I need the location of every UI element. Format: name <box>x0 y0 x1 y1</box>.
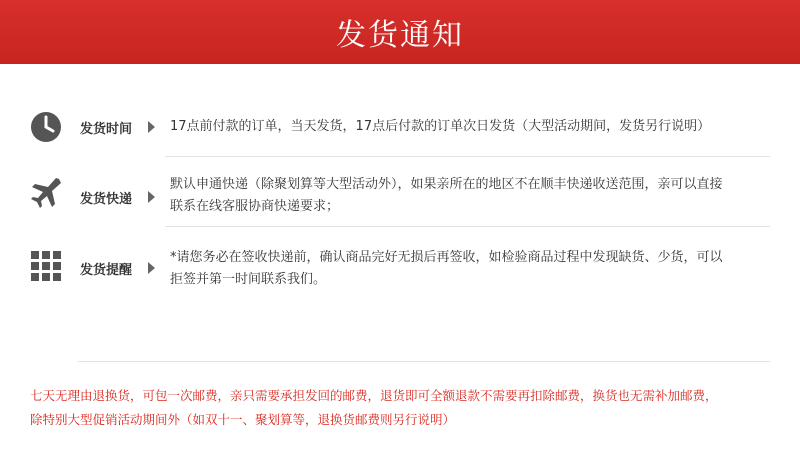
label-courier: 发货快递 <box>80 192 133 207</box>
notice-line: 除特别大型促销活动期间外（如双十一、聚划算等，退换货邮费则另行说明） <box>30 412 456 427</box>
desc-line: *请您务必在签收快递前，确认商品完好无损后再签收，如检验商品过程中发现缺货、少货，可以 <box>170 250 723 265</box>
label-reminder: 发货提醒 <box>80 263 133 278</box>
page-title: 发货通知 <box>336 18 464 53</box>
desc-reminder <box>170 247 770 291</box>
divider <box>78 361 770 362</box>
notice-line: 七天无理由退换货，可包一次邮费，亲只需要承担发回的邮费，退货即可全额退款不需要再扣除邮费，换货也无需补加邮费， <box>30 388 718 403</box>
desc-delivery-time <box>170 116 770 138</box>
desc-courier <box>170 174 770 218</box>
label-delivery-time: 发货时间 <box>80 122 133 137</box>
grid-icon <box>29 249 63 283</box>
chevron-right-icon <box>148 191 155 203</box>
desc-line: 拒签并第一时间联系我们。 <box>170 272 327 287</box>
return-policy-notice <box>30 384 790 432</box>
chevron-right-icon <box>148 121 155 133</box>
clock-icon <box>29 110 63 144</box>
airplane-icon <box>29 176 63 210</box>
desc-line: 默认申通快递（除聚划算等大型活动外），如果亲所在的地区不在顺丰快递收送范围，亲可以直接 <box>170 177 723 192</box>
desc-line: 联系在线客服协商快递要求； <box>170 199 340 214</box>
divider <box>165 226 770 227</box>
header-banner <box>0 0 800 64</box>
divider <box>165 156 770 157</box>
desc-line: 17点前付款的订单，当天发货，17点后付款的订单次日发货（大型活动期间，发货另行说明） <box>170 119 711 134</box>
chevron-right-icon <box>148 262 155 274</box>
